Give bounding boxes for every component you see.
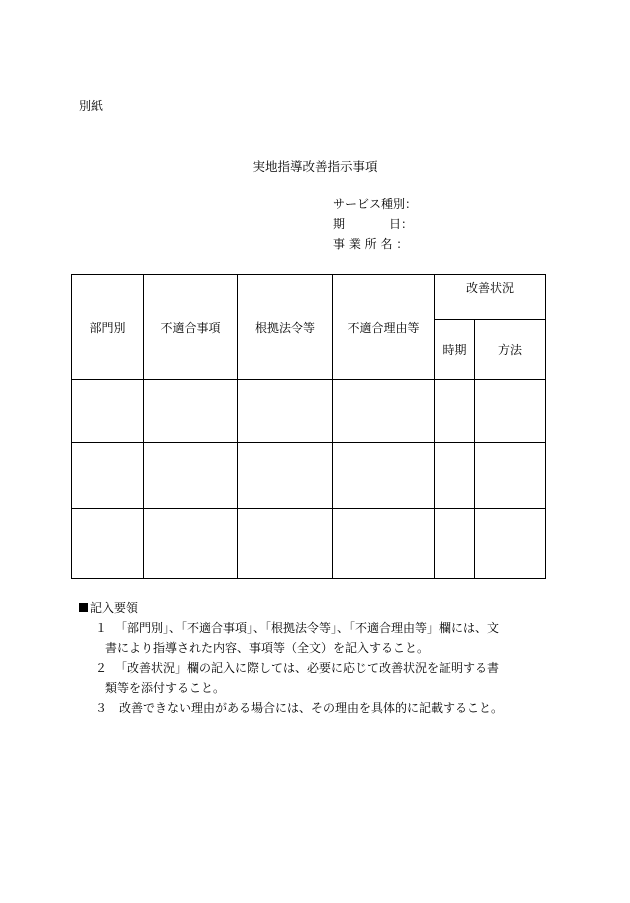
service-type-field — [333, 196, 417, 212]
header-department: 部門別 — [72, 275, 144, 380]
service-type-label: サービス種別： — [333, 197, 418, 211]
instruction-item-1 — [79, 618, 559, 658]
instruction-text: 「部門別」、「不適合事項」、「根拠法令等」、「不適合理由等」欄には、文 — [115, 621, 500, 635]
table-cell[interactable] — [435, 443, 475, 509]
header-improvement-status: 改善状況 — [435, 275, 546, 320]
date-label-part2: 日： — [388, 217, 413, 231]
table-cell[interactable] — [475, 380, 546, 443]
table-cell[interactable] — [238, 380, 333, 443]
table-cell[interactable] — [144, 380, 238, 443]
instruction-text: 「改善状況」欄の記入に際しては、必要に応じて改善状況を証明する書 — [115, 661, 500, 675]
table-cell[interactable] — [72, 443, 144, 509]
office-name-label: 事 業 所 名 ： — [333, 237, 409, 251]
instruction-number: １ — [95, 621, 108, 635]
table-cell[interactable] — [144, 509, 238, 579]
improvement-table — [71, 274, 546, 579]
instruction-number: ２ — [95, 661, 108, 675]
table-cell[interactable] — [333, 509, 435, 579]
table-cell[interactable] — [475, 509, 546, 579]
date-label-part1: 期 — [333, 217, 346, 231]
table-cell[interactable] — [72, 509, 144, 579]
table-cell[interactable] — [475, 443, 546, 509]
table-cell[interactable] — [435, 509, 475, 579]
table-row — [72, 380, 546, 443]
table-row — [72, 443, 546, 509]
black-square-icon — [79, 603, 88, 612]
table-cell[interactable] — [144, 443, 238, 509]
table-cell[interactable] — [333, 443, 435, 509]
instructions-heading-text: 記入要領 — [90, 601, 139, 615]
table-row — [72, 509, 546, 579]
instruction-item-2 — [79, 658, 559, 698]
page-title: 実地指導改善指示事項 — [252, 159, 378, 174]
instruction-item-3 — [79, 698, 559, 718]
instruction-text: 改善できない理由がある場合には、その理由を具体的に記載すること。 — [119, 701, 504, 715]
instruction-number: ３ — [95, 701, 108, 715]
annex-label: 別紙 — [79, 99, 104, 113]
instruction-text-cont: 類等を添付すること。 — [105, 681, 226, 695]
instructions-heading — [79, 598, 559, 618]
table-cell[interactable] — [238, 443, 333, 509]
header-timing: 時期 — [435, 320, 475, 380]
table-cell[interactable] — [72, 380, 144, 443]
office-name-field — [333, 236, 408, 252]
date-label — [333, 216, 413, 232]
date-field — [333, 216, 413, 232]
table-cell[interactable] — [435, 380, 475, 443]
header-method: 方法 — [475, 320, 546, 380]
table-cell[interactable] — [238, 509, 333, 579]
header-reason: 不適合理由等 — [333, 275, 435, 380]
header-legal-basis: 根拠法令等 — [238, 275, 333, 380]
instructions-section — [79, 598, 559, 718]
header-nonconformity: 不適合事項 — [144, 275, 238, 380]
table-cell[interactable] — [333, 380, 435, 443]
instruction-text-cont: 書により指導された内容、事項等（全文）を記入すること。 — [105, 641, 430, 655]
